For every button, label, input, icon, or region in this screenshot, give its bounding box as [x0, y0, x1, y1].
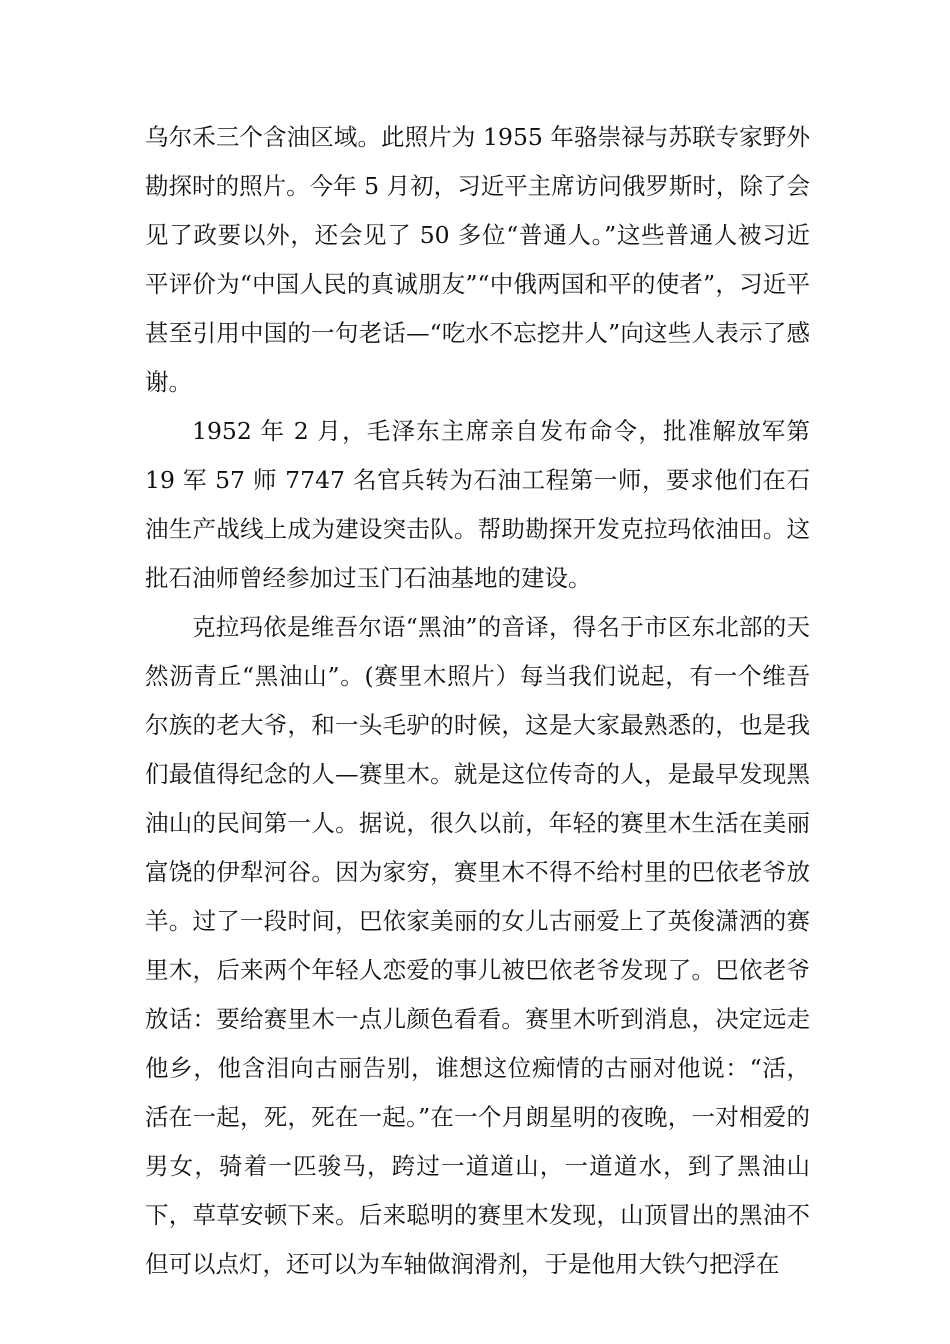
- paragraph-2: 1952 年 2 月，毛泽东主席亲自发布命令，批准解放军第 19 军 57 师 7747 名官兵转为石油工程第一师，要求他们在石油生产战线上成为建设突击队。帮助勘探开发克拉玛依油田。这批石油师曾经参加过玉门石油基地的建设。: [145, 417, 810, 592]
- body-text: [145, 113, 810, 1289]
- paragraph-1: 乌尔禾三个含油区域。此照片为 1955 年骆崇禄与苏联专家野外勘探时的照片。今年 5 月初，习近平主席访问俄罗斯时，除了会见了政要以外，还会见了 50 多位“普通人。”这些普通人被习近平评价为“中国人民的真诚朋友”“中俄两国和平的使者”，习近平甚至引用中国的一句老话—“吃水不忘挖井人”向这些人表示了感谢。: [145, 123, 810, 396]
- paragraph-3: 克拉玛依是维吾尔语“黑油”的音译，得名于市区东北部的天然沥青丘“黑油山”。(赛里木照片）每当我们说起，有一个维吾尔族的老大爷，和一头毛驴的时候，这是大家最熟悉的，也是我们最值得纪念的人—赛里木。就是这位传奇的人，是最早发现黑油山的民间第一人。据说，很久以前，年轻的赛里木生活在美丽富饶的伊犁河谷。因为家穷，赛里木不得不给村里的巴依老爷放羊。过了一段时间，巴依家美丽的女儿古丽爱上了英俊潇洒的赛里木，后来两个年轻人恋爱的事儿被巴依老爷发现了。巴依老爷放话：要给赛里木一点儿颜色看看。赛里木听到消息，决定远走他乡，他含泪向古丽告别，谁想这位痴情的古丽对他说：“活，活在一起，死，死在一起。”在一个月朗星明的夜晚，一对相爱的男女，骑着一匹骏马，跨过一道道山，一道道水，到了黑油山下，草草安顿下来。后来聪明的赛里木发现，山顶冒出的黑油不但可以点灯，还可以为车轴做润滑剂，于是他用大铁勺把浮在: [145, 613, 810, 1278]
